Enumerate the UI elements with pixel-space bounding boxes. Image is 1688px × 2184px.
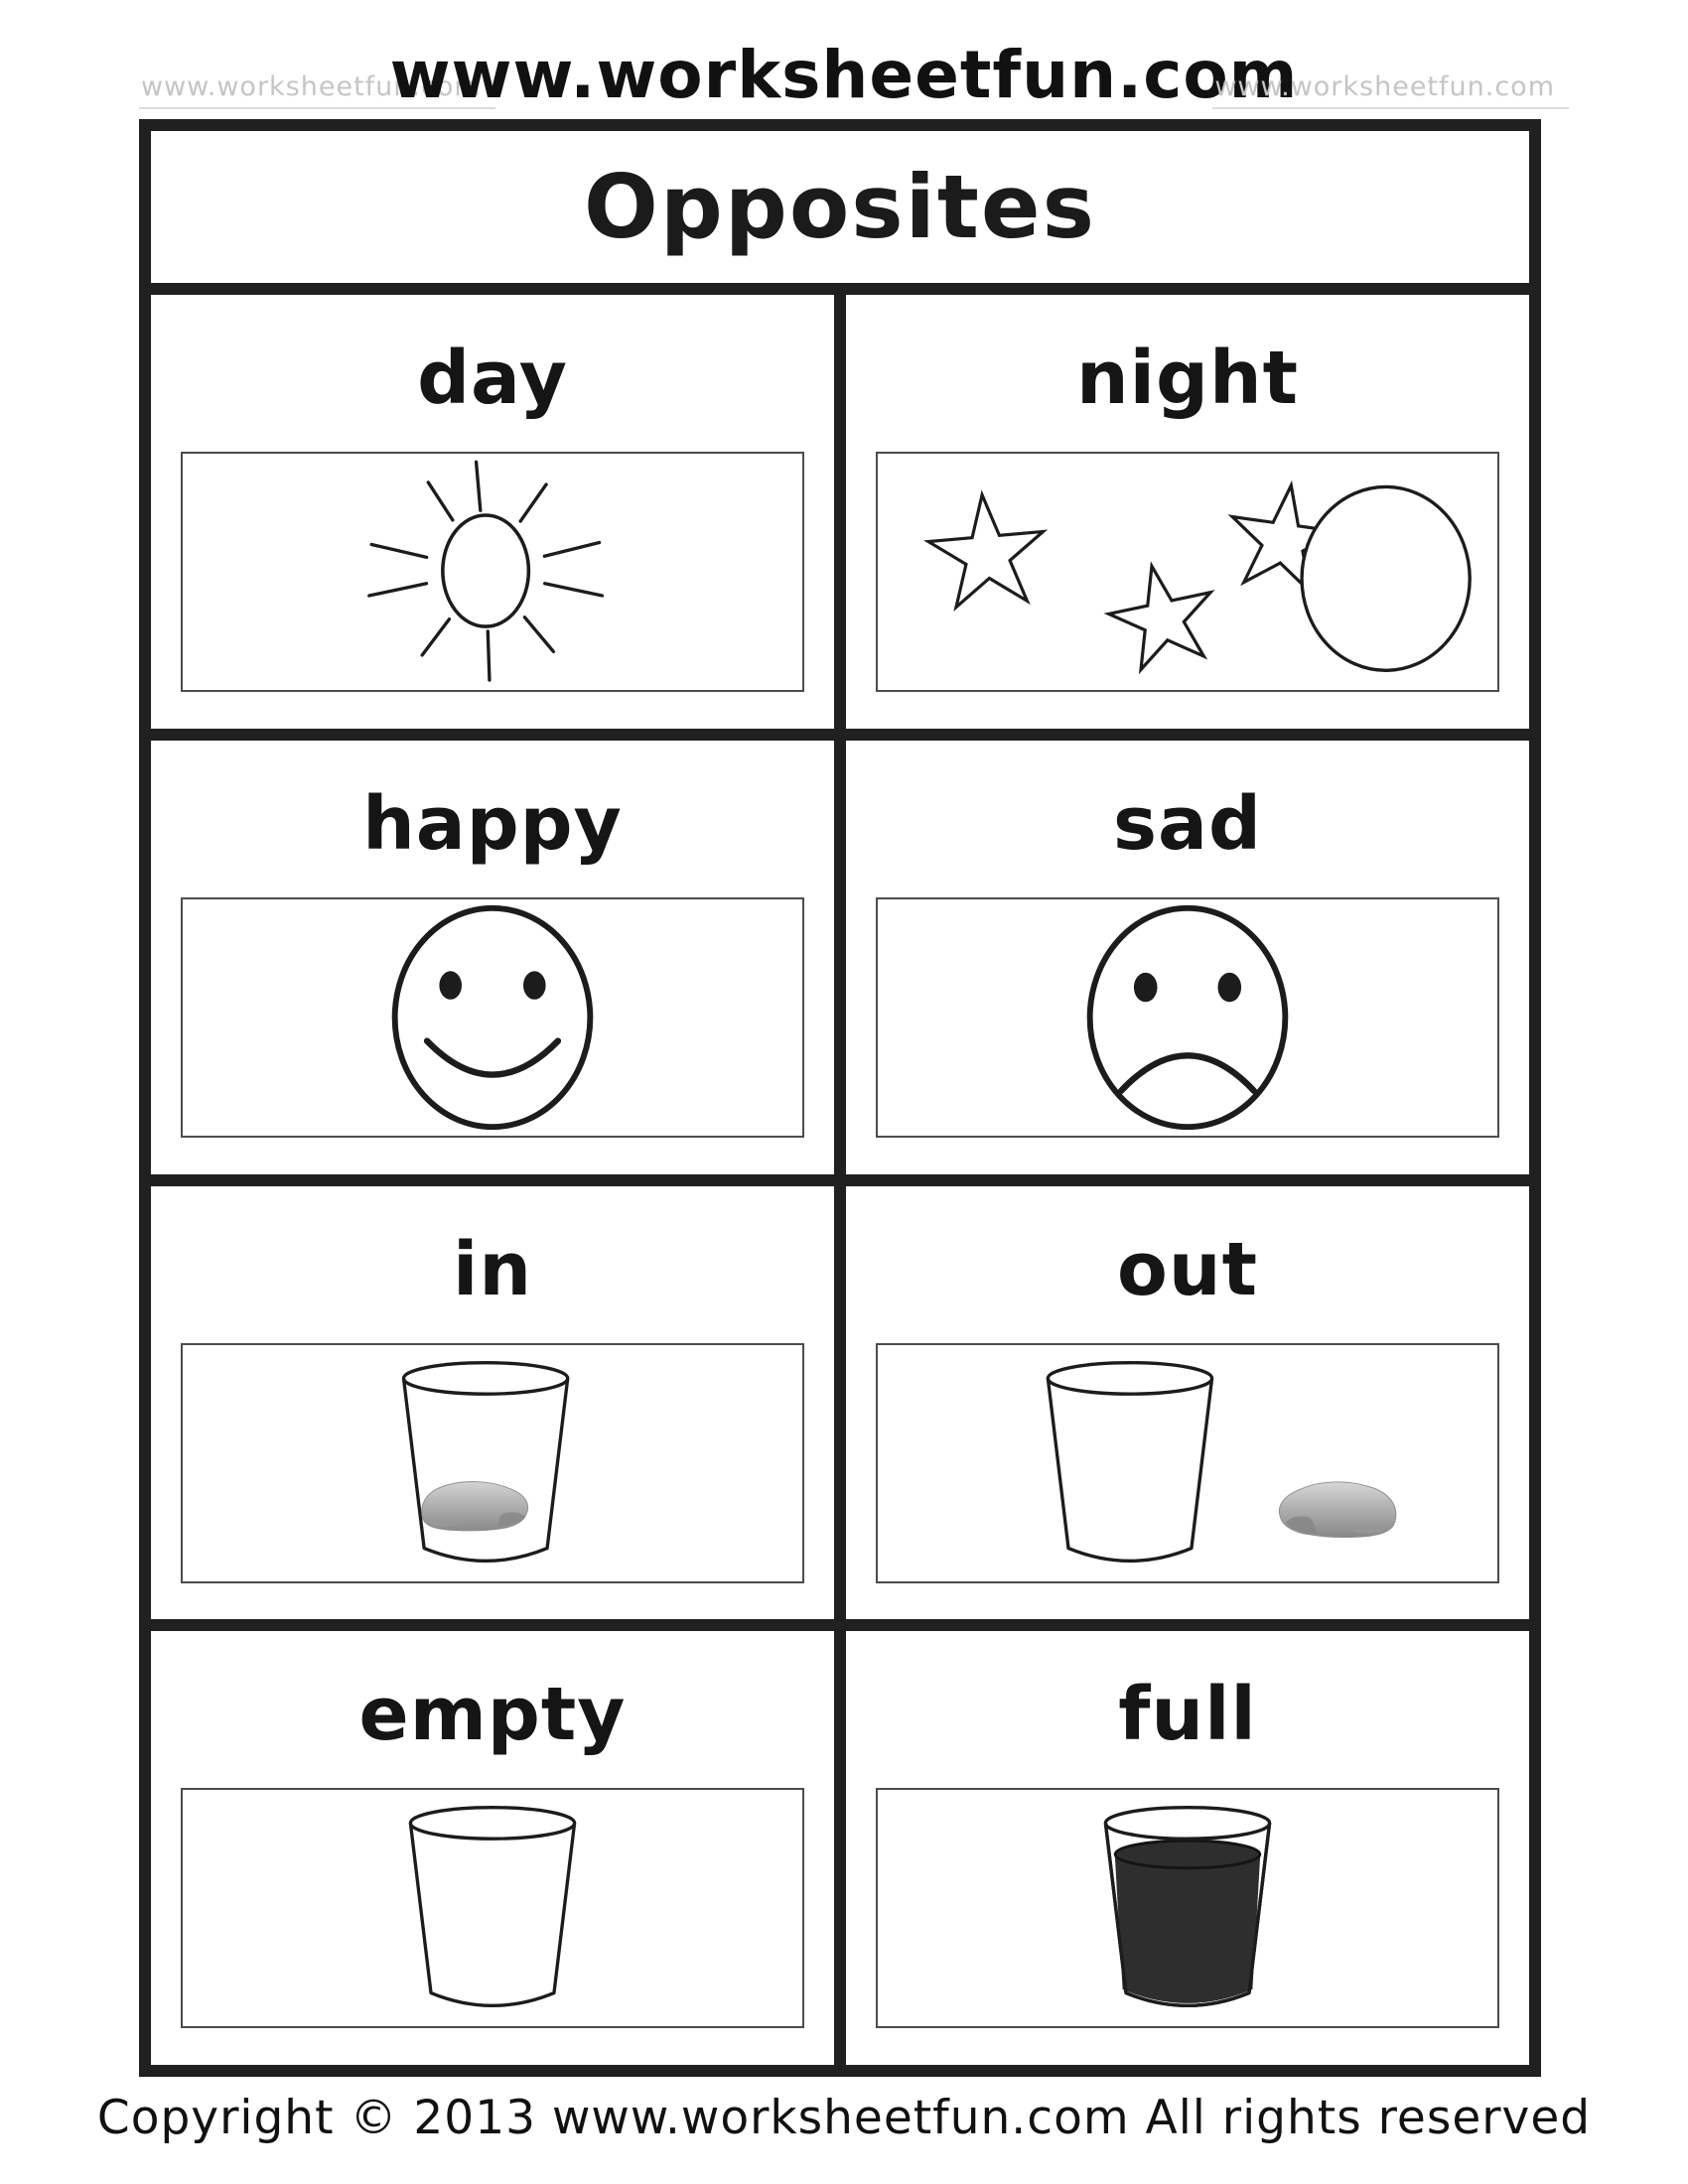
watermark-left: www.worksheetfun.com <box>139 71 495 109</box>
card-image-box <box>181 897 804 1138</box>
star-icon <box>1101 555 1223 673</box>
card-image-box <box>181 1343 804 1583</box>
full-cup-icon <box>878 1790 1497 2026</box>
opposites-table <box>139 119 1541 2077</box>
card-label: out <box>1117 1226 1258 1312</box>
liquid <box>1115 1854 1260 2002</box>
card-full <box>846 1631 1529 2065</box>
stars-and-moon-icon <box>878 454 1497 690</box>
card-image-box <box>876 897 1499 1138</box>
card-label: happy <box>362 780 623 867</box>
moon-icon <box>1302 486 1470 670</box>
sun-icon <box>183 454 802 690</box>
card-label: in <box>452 1226 533 1312</box>
card-out <box>846 1186 1529 1620</box>
card-day <box>151 295 846 729</box>
sad-face-icon <box>878 899 1497 1136</box>
card-sad <box>846 741 1529 1174</box>
card-in <box>151 1186 846 1620</box>
card-label: empty <box>358 1672 627 1758</box>
card-image-box <box>876 1343 1499 1583</box>
card-label: full <box>1118 1672 1257 1758</box>
row-empty-full <box>151 1631 1529 2065</box>
watermark-right: www.worksheetfun.com <box>1212 71 1569 109</box>
card-image-box <box>181 1788 804 2028</box>
site-title: www.worksheetfun.com <box>389 37 1299 113</box>
row-in-out <box>151 1186 1529 1632</box>
card-night <box>846 295 1529 729</box>
row-day-night <box>151 295 1529 741</box>
card-image-box <box>876 1788 1499 2028</box>
card-label: sad <box>1113 780 1262 867</box>
row-happy-sad <box>151 741 1529 1186</box>
page-title: Opposites <box>584 156 1096 258</box>
page-header <box>0 0 1688 117</box>
title-row <box>151 131 1529 295</box>
star-icon <box>924 489 1049 609</box>
empty-cup-icon <box>183 1790 802 2026</box>
card-image-box <box>181 452 804 692</box>
card-label: night <box>1075 336 1300 421</box>
stone-out-of-cup-icon <box>878 1345 1497 1581</box>
copyright-footer: Copyright © 2013 www.worksheetfun.com All rights reserved <box>96 2090 1592 2145</box>
card-image-box <box>876 452 1499 692</box>
card-label: day <box>417 336 568 421</box>
happy-face-icon <box>183 899 802 1136</box>
card-happy <box>151 741 846 1174</box>
stone-in-cup-icon <box>183 1345 802 1581</box>
card-empty <box>151 1631 846 2065</box>
